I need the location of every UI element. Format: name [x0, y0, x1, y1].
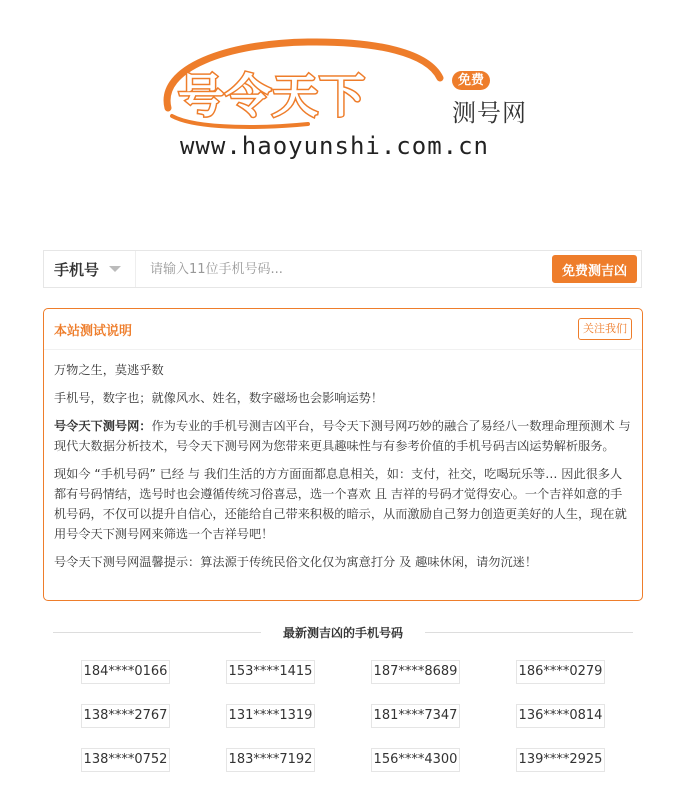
info-paragraph-3-lead: 号令天下测号网： [54, 419, 152, 433]
info-panel-header [44, 309, 642, 350]
info-paragraph-3 [54, 416, 632, 456]
recent-numbers-grid [53, 660, 633, 789]
search-bar [43, 250, 642, 288]
phone-number-link[interactable]: 186****0279 [516, 660, 606, 684]
number-row [53, 748, 633, 789]
divider-right [425, 632, 633, 633]
recent-numbers-header [53, 623, 633, 643]
logo-main-text: 号令天下 [178, 69, 366, 123]
phone-number-input[interactable] [136, 251, 552, 287]
phone-number-link[interactable]: 138****2767 [81, 704, 171, 728]
recent-numbers-title: 最新测吉凶的手机号码 [282, 626, 403, 640]
phone-number-link[interactable]: 136****0814 [516, 704, 606, 728]
phone-number-link[interactable]: 153****1415 [226, 660, 316, 684]
info-panel-title: 本站测试说明 [54, 323, 133, 339]
phone-number-link[interactable]: 131****1319 [226, 704, 316, 728]
info-paragraph-3-text: 作为专业的手机号测吉凶平台，号令天下测号网巧妙的融合了易经八一数理命理预测术 与 现代大数据分析技术，号令天下测号网为您带来更具趣味性与有参考价值的手机号码吉凶运势解析服务。 [54, 419, 631, 453]
info-panel-body [44, 350, 642, 572]
number-row [53, 704, 633, 748]
phone-number-link[interactable]: 181****7347 [371, 704, 461, 728]
number-row [53, 660, 633, 704]
info-paragraph-1: 万物之生，莫逃乎数 [54, 363, 164, 377]
logo-free-badge: 免费 [452, 71, 490, 90]
search-type-label: 手机号 [54, 260, 100, 279]
phone-number-link[interactable]: 138****0752 [81, 748, 171, 772]
search-type-select[interactable] [44, 251, 136, 287]
phone-number-link[interactable]: 187****8689 [371, 660, 461, 684]
info-paragraph-5: 号令天下测号网温馨提示：算法源于传统民俗文化仅为寓意打分 及 趣味休闲，请勿沉迷！ [54, 555, 538, 569]
info-paragraph-2: 手机号，数字也；就像风水、姓名，数字磁场也会影响运势！ [54, 391, 384, 405]
logo-url: www.haoyunshi.com.cn [180, 132, 489, 160]
logo-subtitle: 测号网 [452, 99, 527, 127]
free-test-button[interactable]: 免费测吉凶 [552, 255, 637, 283]
follow-us-button[interactable]: 关注我们 [578, 318, 632, 340]
phone-number-link[interactable]: 139****2925 [516, 748, 606, 772]
phone-number-link[interactable]: 184****0166 [81, 660, 171, 684]
site-logo[interactable] [158, 38, 538, 158]
phone-number-link[interactable]: 156****4300 [371, 748, 461, 772]
info-paragraph-4: 现如今 “手机号码” 已经 与 我们生活的方方面面都息息相关，如：支付，社交，吃喝玩乐等… 因此很多人都有号码情结，选号时也会遵循传统习俗喜忌，选一个喜欢 且 吉祥的号码才觉得安心。一个吉祥如意的手机号码，不仅可以提升自信心，还能给自己带来积极的暗示，从而激励自己努力创造更美好的人生，现在就用号令天下测号网来筛选一个吉祥号吧！ [54, 467, 627, 541]
chevron-down-icon [109, 266, 121, 272]
phone-number-link[interactable]: 183****7192 [226, 748, 316, 772]
site-info-panel [43, 308, 643, 601]
